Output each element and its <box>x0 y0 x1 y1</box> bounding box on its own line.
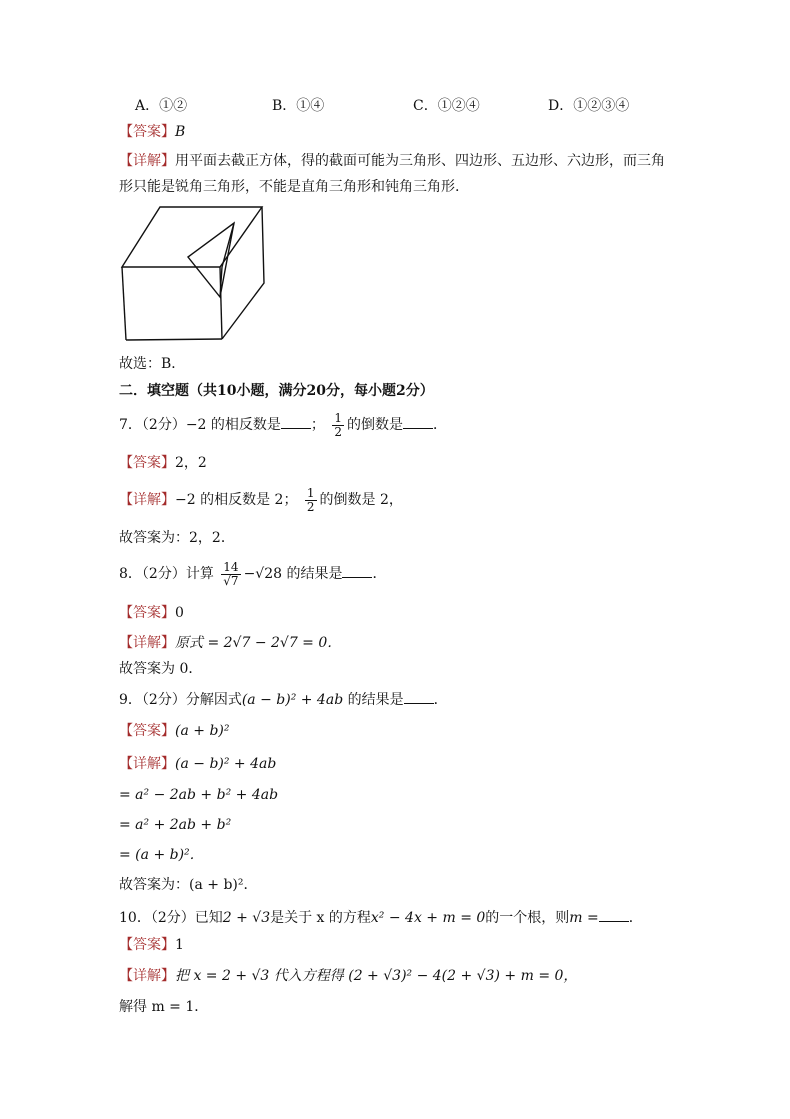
answer-blank <box>599 907 629 922</box>
q9-stem-end: ． <box>433 692 448 708</box>
q6-choice: 故选：B． <box>119 356 186 372</box>
q7-conclusion: 故答案为：2，2． <box>119 530 235 546</box>
q10-detail <box>119 966 577 986</box>
detail-tag: 【详解】 <box>119 492 175 508</box>
answer-tag: 【答案】 <box>119 455 175 471</box>
fraction <box>332 412 344 439</box>
q8-detail <box>119 633 341 653</box>
option-a: A．①② <box>135 98 188 114</box>
q6-answer <box>119 122 185 142</box>
detail-text2: 的倒数是 2， <box>319 492 403 508</box>
answer-tag: 【答案】 <box>119 723 175 739</box>
answer-blank <box>342 563 372 578</box>
q9-stem-text2: 的结果是 <box>347 692 404 708</box>
option-c: C．①②④ <box>413 98 480 114</box>
q7-stem-end: ． <box>433 417 447 433</box>
q9-stem <box>119 689 448 710</box>
detail-step: = a² + 2ab + b² <box>119 817 232 833</box>
q9-stem-expr: (a − b)² + 4ab <box>241 692 344 708</box>
option-d: D．①②③④ <box>548 98 630 114</box>
detail-text: 用平面去截正方体，得的截面可能为三角形、四边形、五边形、六边形，而三角 <box>175 153 665 169</box>
answer-value: 1 <box>175 937 184 953</box>
q10-expr1: 2 + √3 <box>222 910 271 926</box>
q9-detail <box>119 754 276 774</box>
q8-stem <box>119 558 386 590</box>
answer-tag: 【答案】 <box>119 124 175 140</box>
q10-stem-text3: 的一个根，则 <box>485 910 570 926</box>
detail-step: (a − b)² + 4ab <box>175 756 277 772</box>
answer-value: (a + b)² <box>175 723 230 739</box>
q6-detail-line1 <box>119 151 665 171</box>
q7-stem-text2: 的倒数是 <box>347 417 403 433</box>
fraction <box>221 561 240 588</box>
fraction-numerator: 14 <box>223 559 239 574</box>
fraction <box>305 487 317 514</box>
cube-cross-section-figure <box>118 203 270 343</box>
detail-tag: 【详解】 <box>119 968 175 984</box>
detail-step: = (a + b)²． <box>119 847 204 863</box>
fraction-denominator: √7 <box>223 573 239 588</box>
answer-tag: 【答案】 <box>119 937 175 953</box>
q10-expr2: x² − 4x + m = 0 <box>370 910 486 926</box>
q7-answer <box>119 453 207 473</box>
q7-detail <box>119 485 403 515</box>
q9-answer <box>119 721 229 741</box>
q8-answer <box>119 603 184 623</box>
detail-step: = a² − 2ab + b² + 4ab <box>119 787 279 803</box>
q6-detail-line2: 形只能是锐角三角形，不能是直角三角形和钝角三角形. <box>119 179 460 195</box>
q10-expr3: m = <box>569 910 599 926</box>
q10-answer <box>119 935 184 955</box>
fraction-numerator: 1 <box>306 485 315 500</box>
q10-conclusion: 解得 m = 1． <box>119 999 209 1015</box>
detail-tag: 【详解】 <box>119 153 175 169</box>
answer-value: B <box>175 124 186 140</box>
q8-stem-end: ． <box>372 566 387 582</box>
q8-stem-expr: −√28 的结果是 <box>243 566 343 582</box>
answer-value: 0 <box>175 605 184 621</box>
fraction-denominator: 2 <box>306 499 315 514</box>
fraction-numerator: 1 <box>334 410 342 425</box>
detail-text: 原式 = 2√7 − 2√7 = 0． <box>175 635 342 651</box>
answer-blank <box>403 414 433 429</box>
q10-stem <box>119 907 643 928</box>
answer-blank <box>404 689 434 704</box>
q10-stem-text: 10．（2分）已知 <box>119 910 223 926</box>
q10-stem-end: ． <box>628 910 643 926</box>
q7-stem <box>119 410 447 440</box>
q8-conclusion: 故答案为 0． <box>119 661 203 677</box>
q8-stem-text: 8．（2分）计算 <box>119 566 214 582</box>
q9-conclusion: 故答案为：(a + b)²． <box>119 877 258 893</box>
answer-tag: 【答案】 <box>119 605 175 621</box>
option-b: B．①④ <box>272 98 325 114</box>
detail-text: 把 x = 2 + √3 代入方程得 (2 + √3)² − 4(2 + √3) + m = 0， <box>175 968 578 984</box>
fraction-denominator: 2 <box>334 424 342 439</box>
detail-text: −2 的相反数是 2； <box>175 492 298 508</box>
section-heading: 二．填空题（共10小题，满分20分，每小题2分） <box>119 383 434 399</box>
answer-value: 2，2 <box>175 455 207 471</box>
q7-stem-sep: ； <box>310 417 325 433</box>
q9-stem-text: 9．（2分）分解因式 <box>119 692 242 708</box>
q7-stem-text: 7．（2分）−2 的相反数是 <box>119 417 281 433</box>
detail-tag: 【详解】 <box>119 756 175 772</box>
detail-tag: 【详解】 <box>119 635 175 651</box>
q10-stem-text2: 是关于 x 的方程 <box>270 910 371 926</box>
answer-blank <box>281 414 311 429</box>
